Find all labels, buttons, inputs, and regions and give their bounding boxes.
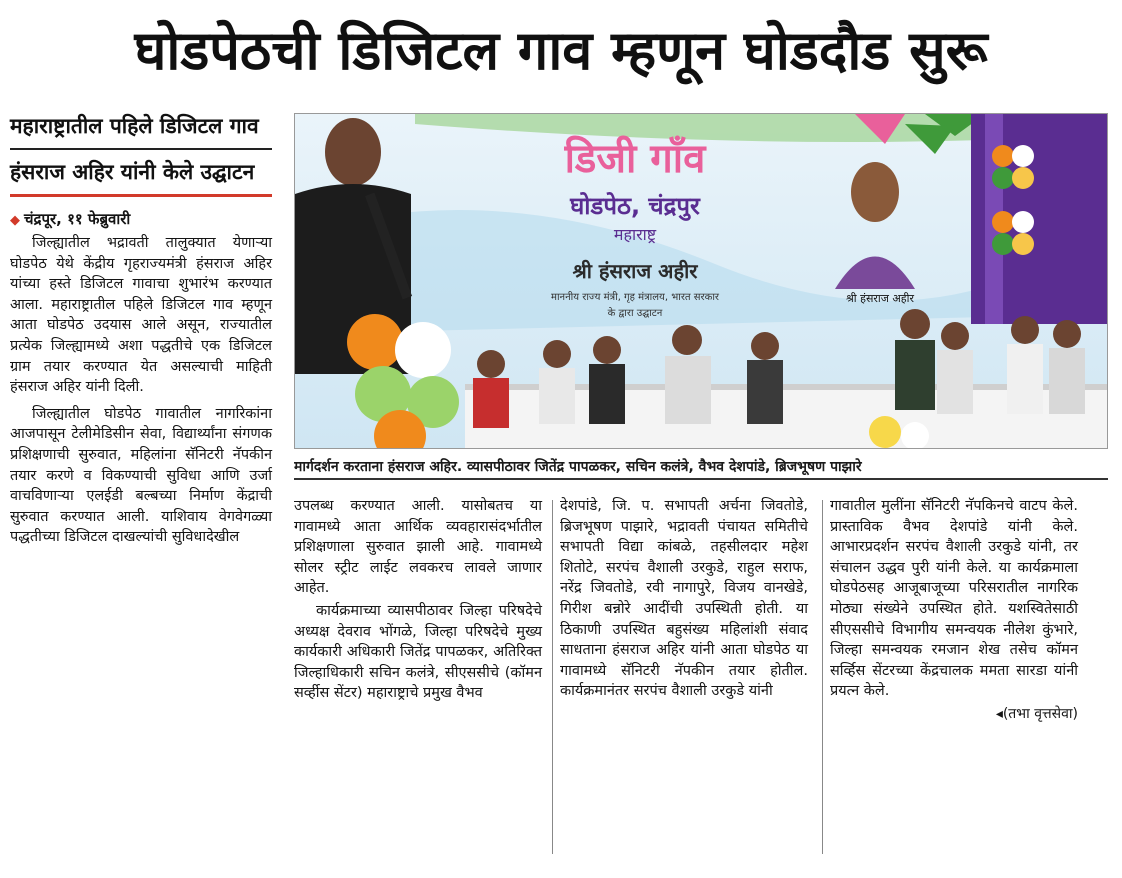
event-photo <box>294 113 1108 449</box>
event-photo-illustration <box>295 114 1108 449</box>
banner-place: घोडपेठ, चंद्रपुर <box>570 192 700 220</box>
subheading-first: महाराष्ट्रातील पहिले डिजिटल गाव <box>10 112 272 150</box>
column-2-paragraph-2: कार्यक्रमाच्या व्यासपीठावर जिल्हा परिषदेचे अध्यक्ष देवराव भोंगळे, जिल्हा परिषदेचे मुख्य कार्यकारी अधिकारी जितेंद्र पापळकर, अतिरिक्त जिल्हाधिकारी सचिन कलंत्रे, सीएससीचे (कॉमन सर्व्हीस सेंटर) महाराष्ट्राचे प्रमुख वैभव <box>294 602 542 702</box>
banner-by: के द्वारा उद्घाटन <box>607 308 663 319</box>
dateline <box>10 209 272 231</box>
banner-state: महाराष्ट्र <box>613 225 657 244</box>
column-2-paragraph-1: उपलब्ध करण्यात आली. यासोबतच या गावामध्ये आता आर्थिक व्यवहारासंदर्भातील प्रशिक्षणाला सुरुवात झाली आहे. गावामध्ये सोलर स्ट्रीट लाईट लवकरच लावले जाणार आहेत. <box>294 498 542 597</box>
column-4-paragraph-1: गावातील मुलींना सॅनिटरी नॅपकिनचे वाटप केले. प्रास्ताविक वैभव देशपांडे यांनी केले. आभारप्रदर्शन सरपंच वैशाली उरकुडे यांनी, तर संचालन उद्धव पुरी यांनी केले. या कार्यक्रमाला घोडपेठसह आजूबाजूच्या परिसरातील नागरिक मोठ्या संख्येने उपस्थित होते. यशस्वितेसाठी सीएससीचे विभागीय समन्वयक नीलेश कुंभारे, जिल्हा समन्वयक रमजान शेख तसेच कॉमन सर्व्हिस सेंटरच्या केंद्रचालक ममता सारडा यांनी प्रयत्न केले. <box>830 498 1078 700</box>
banner-name: श्री हंसराज अहीर <box>572 259 698 283</box>
article-paragraph-1: जिल्ह्यातील भद्रावती तालुक्यात येणाऱ्या घोडपेठ येथे केंद्रीय गृहराज्यमंत्री हंसराज अहिर यांच्या हस्ते डिजिटल गावाचा शुभारंभ करण्यात आला. महाराष्ट्रातील पहिले डिजिटल गाव म्हणून आता घोडपेठ उदयास आले असून, राज्यातील प्रत्येक जिल्ह्यामध्ये अशा पद्धतीचे एक डिजिटल ग्राम तयार करण्यात येत असल्याची माहिती हंसराज अहिर यांनी दिली. <box>10 235 272 396</box>
news-agency-credit: ◂(तभा वृत्तसेवा) <box>995 705 1078 722</box>
photo-caption: मार्गदर्शन करताना हंसराज अहिर. व्यासपीठावर जितेंद्र पापळकर, सचिन कलंत्रे, वैभव देशपांडे, ब्रिजभूषण पाझारे <box>294 456 1108 480</box>
banner-title: डिजी गाँव <box>564 136 706 182</box>
dateline-text: चंद्रपूर, ११ फेब्रुवारी <box>24 210 131 228</box>
column-divider <box>552 500 553 854</box>
article-columns <box>290 496 1112 868</box>
column-2 <box>294 496 542 704</box>
diamond-bullet-icon: ◆ <box>10 213 20 228</box>
column-3 <box>560 496 808 702</box>
column-4 <box>830 496 1078 725</box>
portrait-label: श्री हंसराज अहीर <box>845 292 915 305</box>
headline: घोडपेठची डिजिटल गाव म्हणून घोडदौड सुरू <box>134 19 988 82</box>
left-column <box>10 112 272 548</box>
column-3-paragraph-1: देशपांडे, जि. प. सभापती अर्चना जिवतोडे, ब्रिजभूषण पाझारे, भद्रावती पंचायत समितीचे सभापती विद्या कांबळे, तहसीलदार महेश शितोटे, सरपंच वैशाली उरकुडे, राहुल सराफ, नरेंद्र जिवतोडे, रवी नागापुरे, विजय वानखेडे, गिरीश बन्नोरे आदींची उपस्थिती होती. या ठिकाणी उपस्थित बहुसंख्य महिलांशी संवाद साधताना हंसराज अहिर यांनी आता घोडपेठ या गावामध्ये सॅनिटरी नॅपकीन तयार होतील. कार्यक्रमानंतर सरपंच वैशाली उरकुडे यांनी <box>560 498 808 700</box>
banner-designation: माननीय राज्य मंत्री, गृह मंत्रालय, भारत सरकार <box>550 292 720 303</box>
subheading-second: हंसराज अहिर यांनी केले उद्घाटन <box>10 158 272 197</box>
column-divider <box>822 500 823 854</box>
article-paragraph-2: जिल्ह्यातील घोडपेठ गावातील नागरिकांना आजपासून टेलीमेडिसीन सेवा, विद्यार्थ्यांना संगणक प्रशिक्षणाची सुरुवात, महिलांना सॅनिटरी नॅपकीन तयार करणे व विकण्याची सुविधा आणि उर्जा वाचविणाऱ्या एलईडी बल्बच्या निर्माण केंद्राची सुरुवात करण्यात आली. याशिवाय वेगवेगळ्या पद्धतीच्या डिजिटल दाखल्यांची सुविधादेखील <box>10 405 272 546</box>
